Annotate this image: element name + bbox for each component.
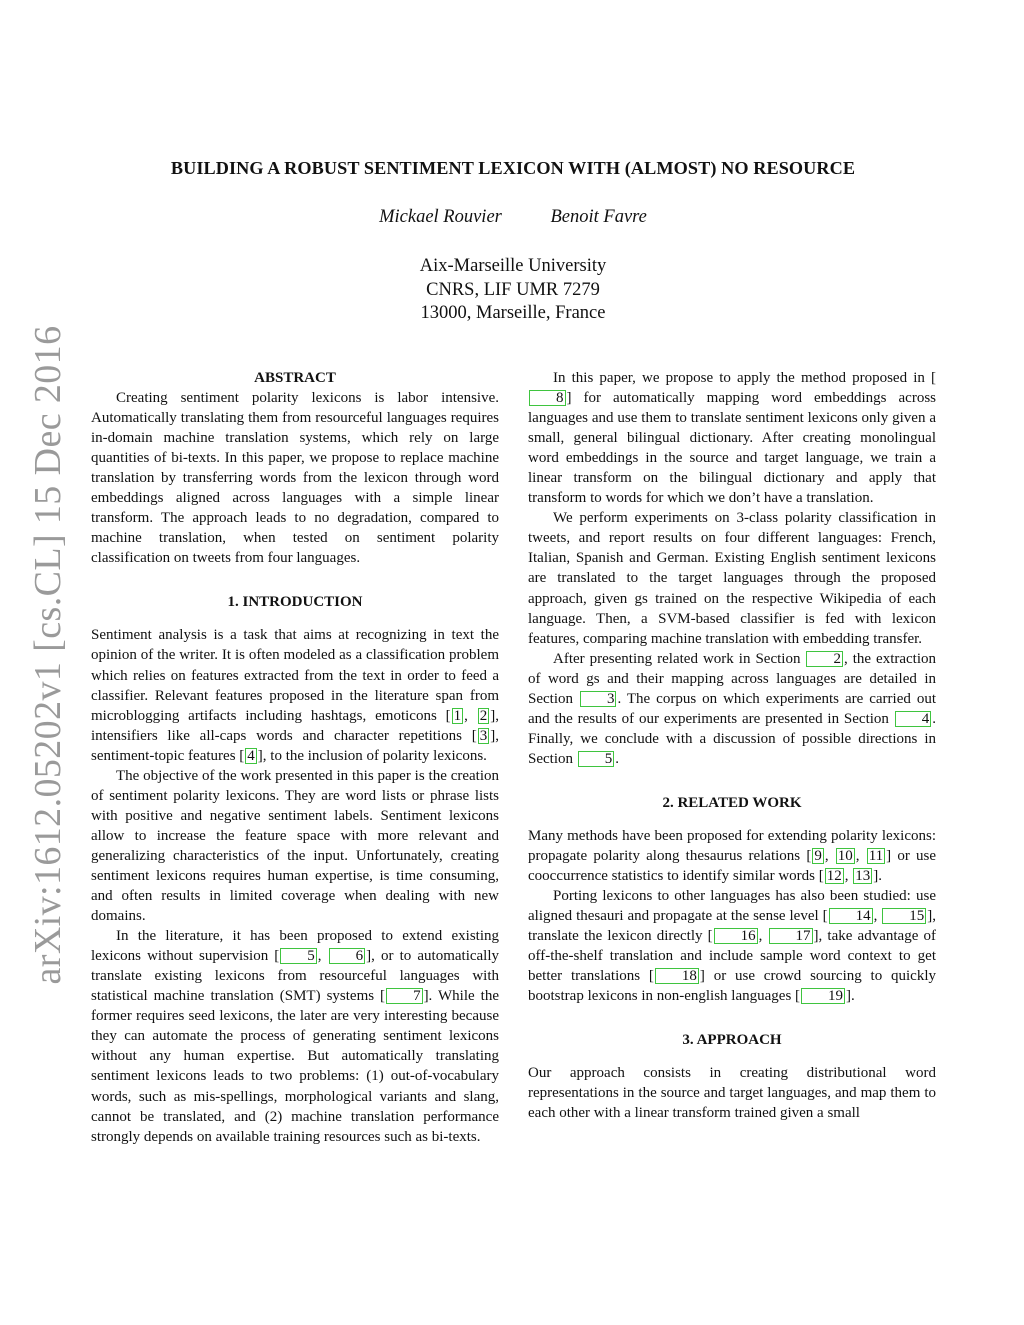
citation-link[interactable]: 16 — [714, 928, 758, 944]
intro-paragraph: Sentiment analysis is a task that aims at recognizing in text the opinion of the writer. It is often modeled as a classification problem which relies on features extracted from the text in order to feed a classifier. Relevant features proposed in the literature span from microblogging artifacts including hashtags, emoticons [ 1 , 2 ], intensifiers like all-caps words and character repetitions [ 3 ], sentiment-topic features [ 4 ], to the inclusion of polarity lexicons. — [91, 627, 499, 764]
citation-link[interactable]: 11 — [868, 847, 884, 864]
citation-link[interactable]: 6 — [329, 948, 366, 964]
section-heading-related-work: 2. RELATED WORK — [662, 794, 802, 811]
right-column — [528, 368, 936, 1124]
citation-link[interactable]: 15 — [882, 908, 926, 924]
section-heading-introduction: 1. INTRODUCTION — [227, 594, 363, 611]
authors — [90, 207, 936, 228]
citation-link[interactable]: 1 — [453, 707, 462, 724]
citation-link[interactable]: 13 — [855, 868, 871, 885]
citation-link[interactable]: 18 — [655, 968, 699, 984]
intro-paragraph: The objective of the work presented in this paper is the creation of sentiment polarity lexicons. They are word lists or phrase lists with positive and negative sentiment labels. Sentiment lexicons allow to increase the feature space with more relevant and generalizing characteristics of the input. Unfortunately, creating sentiment lexicons requires human expertise, is time consuming, and often results in limited coverage when dealing with new domains. — [91, 767, 499, 925]
intro-paragraph: In the literature, it has been proposed to extend existing lexicons without supervision [ 5 , 6 ], or to automatically translate existing lexicons from resourceful languages with statistical machine translation (SMT) systems [ 7 ]. While the former requires seed lexicons, the later are very interesting because they can automate the process of generating sentiment lexicons without any human expertise. But automatically translating sentiment lexicons leads to two problems: (1) out-of-vocabulary words, such as mis-spellings, morphological variants and slang, cannot be translated, and (2) machine translation performance strongly depends on available training resources such as bi-texts. — [91, 928, 500, 1145]
affiliation-line: 13000, Marseille, France — [420, 303, 606, 323]
affiliation-line: Aix-Marseille University — [419, 256, 607, 276]
arxiv-identifier[interactable]: arXiv:1612.05202v1 [cs.CL] 15 Dec 2016 — [27, 325, 69, 985]
left-column — [91, 368, 499, 1147]
citation-link[interactable]: 7 — [386, 988, 423, 1004]
section-link[interactable]: 5 — [578, 751, 615, 767]
abstract-heading: ABSTRACT — [254, 370, 336, 386]
intro-paragraph: We perform experiments on 3-class polarity classification in tweets, and report results on four different languages: French, Italian, Spanish and German. Existing English sentiment lexicons are translated to the target languages through the proposed approach, given gs trained on the respective Wikipedia of each language. Then, a SVM-based classifier is fed with lexicon features, comparing machine translation with embedding transfer. — [528, 510, 936, 647]
citation-link[interactable]: 3 — [479, 727, 488, 744]
citation-link[interactable]: 9 — [814, 847, 822, 864]
section-heading-approach: 3. APPROACH — [682, 1032, 782, 1049]
related-paragraph: Porting lexicons to other languages has also been studied: use aligned thesauri and propagate at the sense level [ 14 , 15 ], translate the lexicon directly [ 16 , 17 ], take advantage of off-the-shelf translation and include sample word context to get better translations [ 18 ] or use crowd sourcing to quickly bootstrap lexicons in non-english languages [ 19 ]. — [528, 888, 936, 1005]
affiliation — [90, 255, 936, 326]
intro-paragraph: After presenting related work in Section 2 , the extraction of word gs and their mapping across languages are detailed in Section 3 . The corpus on which experiments are carried out and the results of our experiments are presented in Section 4 . Finally, we conclude with a discussion of possible directions in Section 5 . — [528, 650, 937, 767]
section-link[interactable]: 4 — [895, 711, 932, 727]
citation-link[interactable]: 4 — [247, 747, 255, 764]
author-name: Benoit Favre — [550, 207, 647, 227]
citation-link[interactable]: 8 — [529, 390, 566, 406]
affiliation-line: CNRS, LIF UMR 7279 — [426, 279, 600, 300]
author-name: Mickael Rouvier — [379, 207, 502, 227]
intro-paragraph: In this paper, we propose to apply the method proposed in [8 ] for automatically mapping word embeddings across languages and use them to translate sentiment lexicons only given a small, general bilingual dictionary. After creating monolingual word embeddings in the source and target language, we train a linear transform on the bilingual dictionary and apply that transform to words for which we don’t have a translation. — [528, 370, 936, 507]
citation-link[interactable]: 2 — [479, 707, 488, 724]
citation-link[interactable]: 17 — [769, 928, 813, 944]
related-paragraph: Many methods have been proposed for extending polarity lexicons: propagate polarity along thesaurus relations [ 9 , 10 , 11 ] or use cooccurrence statistics to identify similar words [ 12 , 13 ]. — [528, 827, 937, 885]
paper-title: BUILDING A ROBUST SENTIMENT LEXICON WITH (ALMOST) NO RESOURCE — [170, 158, 856, 178]
citation-link[interactable]: 19 — [801, 988, 845, 1004]
section-link[interactable]: 3 — [580, 691, 617, 707]
citation-link[interactable]: 12 — [826, 868, 842, 885]
abstract-text: Creating sentiment polarity lexicons is labor intensive. Automatically translating them from resourceful languages requires in-domain machine translation systems, which rely on large quantities of bi-texts. In this paper, we propose to replace machine translation by transferring words from the lexicon through word embeddings aligned across languages with a simple linear transform. The approach leads to no degradation, compared to machine translation, when tested on sentiment polarity classification on tweets from four languages. — [91, 390, 499, 567]
citation-link[interactable]: 5 — [280, 948, 317, 964]
citation-link[interactable]: 14 — [829, 908, 873, 924]
section-link[interactable]: 2 — [806, 651, 843, 667]
approach-paragraph: Our approach consists in creating distributional word representations in the source and target languages, and map them to each other with a linear transform trained given a small — [528, 1065, 936, 1122]
citation-link[interactable]: 10 — [837, 847, 853, 864]
